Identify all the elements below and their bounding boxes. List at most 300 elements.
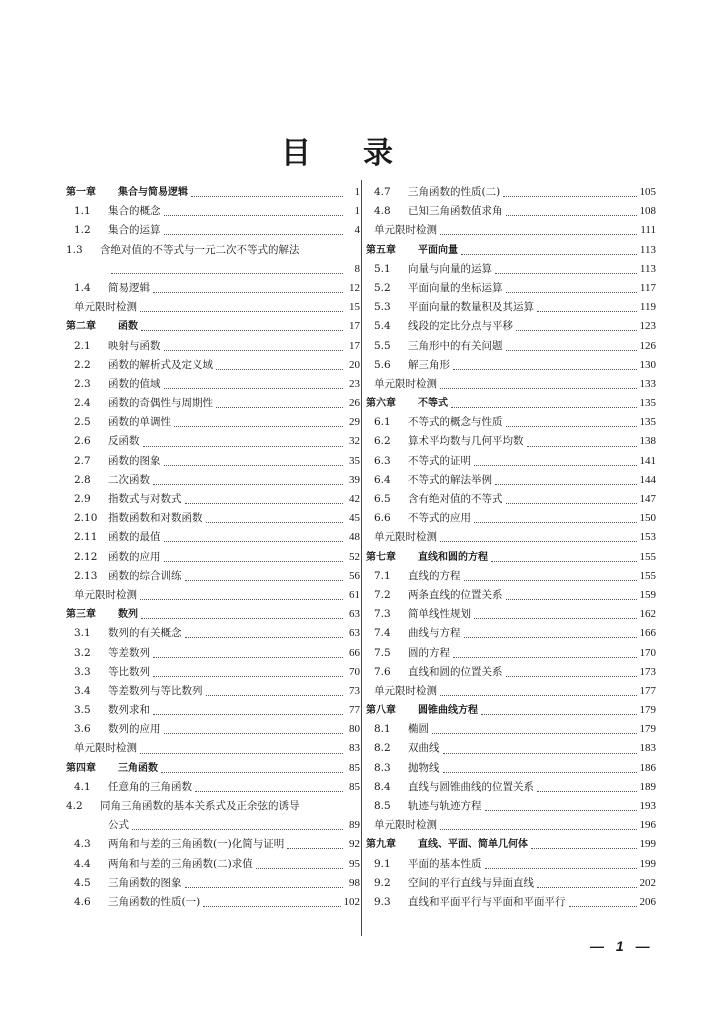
toc-entry[interactable] (366, 202, 656, 221)
entry-number: 2.11 (74, 531, 98, 544)
dot-leader (164, 535, 344, 542)
dot-leader (164, 555, 344, 562)
entry-title: 单元限时检测 (374, 531, 437, 544)
toc-entry[interactable] (366, 778, 656, 797)
entry-page-number: 61 (349, 588, 360, 601)
toc-entry[interactable] (366, 586, 656, 605)
entry-page-number: 45 (349, 512, 360, 525)
toc-entry[interactable] (66, 816, 360, 835)
toc-entry[interactable] (66, 682, 360, 701)
dot-leader (443, 766, 637, 773)
entry-title: 函数的综合训练 (108, 569, 182, 582)
entry-page-number: 170 (639, 646, 656, 659)
entry-page-number: 166 (639, 627, 656, 640)
entry-title: 不等式 (418, 398, 448, 410)
toc-entry[interactable] (66, 797, 360, 816)
entry-page-number: 12 (349, 281, 360, 294)
entry-number: 6.4 (374, 473, 391, 486)
dot-leader (216, 401, 343, 408)
entry-page-number: 135 (639, 397, 656, 410)
dot-leader (569, 900, 637, 907)
toc-entry[interactable] (66, 337, 360, 356)
toc-chapter-entry[interactable] (66, 317, 360, 336)
toc-entry[interactable] (366, 816, 656, 835)
toc-entry[interactable] (66, 548, 360, 567)
entry-page-number: 85 (349, 780, 360, 793)
entry-title: 线段的定比分点与平移 (408, 320, 513, 333)
toc-entry[interactable] (366, 279, 656, 298)
entry-number: 4.5 (74, 876, 91, 889)
dot-leader (174, 420, 343, 427)
entry-page-number: 202 (639, 876, 656, 889)
entry-title: 三角形中的有关问题 (408, 339, 503, 352)
toc-entry[interactable] (66, 394, 360, 413)
dot-leader (506, 497, 637, 504)
dot-leader (287, 842, 343, 849)
toc-entry[interactable] (366, 221, 656, 240)
entry-title: 函数的奇偶性与周期性 (108, 397, 213, 410)
dot-leader (506, 209, 637, 216)
entry-number: 3.5 (74, 704, 91, 717)
toc-entry[interactable] (366, 605, 656, 624)
entry-number: 8.1 (374, 723, 391, 736)
entry-title: 平面向量的坐标运算 (408, 281, 503, 294)
toc-entry[interactable] (366, 893, 656, 912)
dot-leader (164, 459, 344, 466)
toc-entry[interactable] (366, 874, 656, 893)
entry-number: 3.1 (74, 627, 91, 640)
entry-page-number: 199 (639, 857, 656, 870)
toc-entry[interactable] (66, 279, 360, 298)
entry-title: 任意角的三角函数 (108, 780, 192, 793)
toc-entry[interactable] (66, 260, 360, 279)
toc-entry[interactable] (366, 720, 656, 739)
dot-leader (161, 766, 343, 773)
entry-title: 不等式的解法举例 (408, 473, 492, 486)
entry-title: 单元限时检测 (74, 742, 137, 755)
toc-entry[interactable] (66, 586, 360, 605)
entry-title: 两角和与差的三角函数(一)化简与证明 (108, 838, 285, 851)
entry-number: 2.6 (74, 435, 91, 448)
dot-leader (451, 401, 637, 408)
toc-entry[interactable] (366, 298, 656, 317)
toc-chapter-entry[interactable] (366, 394, 656, 413)
entry-title: 函数的应用 (108, 550, 161, 563)
dot-leader (485, 804, 637, 811)
entry-title: 直线的方程 (408, 569, 461, 582)
dot-leader (440, 228, 637, 235)
toc-entry[interactable] (366, 759, 656, 778)
entry-title: 不等式的证明 (408, 454, 471, 467)
toc-entry[interactable] (66, 452, 360, 471)
page-title (0, 128, 714, 172)
entry-number: 5.1 (374, 262, 391, 275)
toc-chapter-entry[interactable] (66, 605, 360, 624)
entry-number: 第八章 (366, 705, 396, 717)
dot-leader (153, 286, 343, 293)
entry-page-number: 95 (349, 857, 360, 870)
toc-entry[interactable] (66, 835, 360, 854)
entry-page-number: 173 (639, 665, 656, 678)
toc-entry[interactable] (66, 509, 360, 528)
toc-entry[interactable] (366, 317, 656, 336)
entry-title: 不等式的概念与性质 (408, 416, 503, 429)
dot-leader (216, 363, 343, 370)
entry-page-number: 108 (639, 205, 656, 218)
entry-title: 简易逻辑 (108, 281, 150, 294)
dot-leader (185, 881, 344, 888)
dot-leader (164, 344, 344, 351)
dot-leader (132, 823, 343, 830)
entry-title: 三角函数的性质(二) (408, 186, 501, 198)
entry-number: 1.4 (74, 281, 91, 294)
toc-entry[interactable] (366, 644, 656, 663)
toc-entry[interactable] (366, 855, 656, 874)
toc-entry[interactable] (366, 682, 656, 701)
entry-title: 双曲线 (408, 742, 440, 755)
entry-page-number: 177 (639, 684, 656, 697)
toc-entry[interactable] (66, 567, 360, 586)
dot-leader (203, 900, 340, 907)
toc-entry[interactable] (66, 663, 360, 682)
entry-number: 4.2 (66, 800, 83, 812)
entry-number: 3.3 (74, 665, 91, 678)
toc-entry[interactable] (66, 644, 360, 663)
entry-page-number: 186 (639, 761, 656, 774)
entry-page-number: 63 (349, 608, 360, 621)
entry-number: 4.3 (74, 838, 91, 851)
title-char: 目 (281, 136, 351, 171)
dot-leader (491, 555, 637, 562)
entry-page-number: 189 (639, 780, 656, 793)
dot-leader (461, 248, 637, 255)
toc-entry[interactable] (366, 663, 656, 682)
dot-leader (506, 670, 637, 677)
toc-entry[interactable] (66, 720, 360, 739)
entry-number: 6.2 (374, 435, 391, 448)
entry-number: 第二章 (66, 321, 96, 333)
entry-number: 5.3 (374, 301, 391, 314)
entry-page-number: 83 (349, 742, 360, 755)
dot-leader (537, 881, 637, 888)
entry-title: 椭圆 (408, 723, 429, 736)
dot-leader (140, 747, 343, 754)
toc-chapter-entry[interactable] (366, 701, 656, 720)
toc-entry[interactable] (66, 893, 360, 912)
dot-leader (141, 612, 343, 619)
toc-chapter-entry[interactable] (66, 183, 360, 202)
entry-number: 6.1 (374, 416, 391, 429)
dot-leader (440, 535, 637, 542)
entry-title: 函数的值域 (108, 377, 161, 390)
entry-page-number: 89 (349, 819, 360, 832)
dot-leader (432, 727, 637, 734)
entry-title: 集合与简易逻辑 (118, 187, 188, 198)
entry-number: 4.7 (374, 186, 391, 198)
entry-title: 已知三角函数值求角 (408, 205, 503, 218)
entry-number: 6.6 (374, 512, 391, 525)
entry-number: 5.5 (374, 339, 391, 352)
dot-leader (141, 324, 343, 331)
dot-leader (164, 727, 344, 734)
toc-entry[interactable] (66, 356, 360, 375)
entry-title: 抛物线 (408, 761, 440, 774)
entry-title: 平面向量 (418, 244, 458, 256)
entry-title: 函数的解析式及定义域 (108, 358, 213, 371)
toc-entry[interactable] (366, 739, 656, 758)
entry-page-number: 32 (349, 435, 360, 448)
toc-entry[interactable] (366, 797, 656, 816)
entry-page-number: 52 (349, 550, 360, 563)
entry-number: 2.5 (74, 416, 91, 429)
entry-page-number: 23 (349, 377, 360, 390)
dot-leader (531, 842, 637, 849)
dot-leader (206, 689, 344, 696)
entry-title: 函数的图象 (108, 454, 161, 467)
toc-entry[interactable] (66, 241, 360, 260)
toc-left-column (66, 183, 360, 912)
entry-number: 7.1 (374, 569, 391, 582)
entry-page-number: 70 (349, 665, 360, 678)
entry-number: 2.9 (74, 493, 91, 505)
toc-chapter-entry[interactable] (366, 548, 656, 567)
entry-title: 三角函数的性质(一) (108, 895, 201, 908)
toc-entry[interactable] (366, 452, 656, 471)
toc-chapter-entry[interactable] (366, 241, 656, 260)
entry-title: 含有绝对值的不等式 (408, 493, 503, 505)
dot-leader (503, 190, 636, 197)
dot-leader (140, 593, 343, 600)
entry-title: 等差数列与等比数列 (108, 684, 203, 697)
entry-number: 4.8 (374, 205, 391, 218)
entry-page-number: 117 (639, 281, 656, 294)
entry-page-number: 77 (349, 704, 360, 717)
entry-page-number: 147 (639, 493, 656, 505)
dot-leader (164, 228, 344, 235)
entry-title: 单元限时检测 (74, 588, 137, 601)
entry-title: 直线与圆锥曲线的位置关系 (408, 780, 534, 793)
entry-number: 第五章 (366, 244, 396, 256)
entry-number: 8.3 (374, 761, 391, 774)
dot-leader (506, 286, 637, 293)
page-number: — 1 — (590, 938, 654, 954)
toc-entry[interactable] (366, 260, 656, 279)
entry-number: 7.3 (374, 608, 391, 621)
entry-title: 直线和圆的位置关系 (408, 665, 503, 678)
dot-leader (443, 747, 637, 754)
toc-entry[interactable] (66, 528, 360, 547)
entry-page-number: 102 (343, 895, 360, 908)
dot-leader (537, 785, 637, 792)
entry-page-number: 39 (349, 473, 360, 486)
dot-leader (140, 305, 343, 312)
entry-page-number: 85 (349, 761, 360, 774)
toc-entry[interactable] (66, 701, 360, 720)
entry-number: 2.13 (74, 569, 98, 582)
entry-page-number: 196 (639, 819, 656, 832)
entry-page-number: 80 (349, 723, 360, 736)
dot-leader (153, 478, 343, 485)
entry-number: 3.4 (74, 684, 91, 697)
entry-number: 6.3 (374, 454, 391, 467)
toc-entry[interactable] (66, 413, 360, 432)
dot-leader (453, 651, 637, 658)
toc-entry[interactable] (366, 490, 656, 509)
dot-leader (206, 516, 344, 523)
toc-entry[interactable] (366, 471, 656, 490)
toc-entry[interactable] (66, 778, 360, 797)
entry-number: 2.8 (74, 473, 91, 486)
entry-page-number: 123 (639, 320, 656, 333)
entry-number: 5.4 (374, 320, 391, 333)
toc-chapter-entry[interactable] (366, 835, 656, 854)
entry-page-number: 183 (639, 742, 656, 755)
toc-entry[interactable] (66, 855, 360, 874)
entry-title: 算术平均数与几何平均数 (408, 435, 524, 448)
entry-page-number: 153 (639, 531, 656, 544)
entry-page-number: 179 (639, 723, 656, 736)
entry-number: 6.5 (374, 493, 391, 505)
toc-entry[interactable] (366, 413, 656, 432)
entry-number: 7.4 (374, 627, 391, 640)
entry-page-number: 26 (349, 397, 360, 410)
dot-leader (453, 363, 637, 370)
entry-number: 2.7 (74, 454, 91, 467)
entry-title: 圆的方程 (408, 646, 450, 659)
toc-chapter-entry[interactable] (66, 759, 360, 778)
entry-title: 空间的平行直线与异面直线 (408, 876, 534, 889)
toc-entry[interactable] (66, 739, 360, 758)
dot-leader (506, 593, 637, 600)
entry-page-number: 141 (639, 454, 656, 467)
toc-entry[interactable] (366, 624, 656, 643)
entry-number: 7.5 (374, 646, 391, 659)
entry-page-number: 92 (349, 838, 360, 851)
entry-title: 反函数 (108, 435, 140, 448)
toc-entry[interactable] (66, 471, 360, 490)
entry-title: 二次函数 (108, 473, 150, 486)
entry-title: 公式 (108, 819, 129, 832)
dot-leader (485, 862, 637, 869)
toc-entry[interactable] (366, 356, 656, 375)
entry-page-number: 155 (639, 569, 656, 582)
entry-number: 4.1 (74, 780, 91, 793)
entry-page-number: 4 (354, 224, 360, 237)
entry-title: 映射与函数 (108, 339, 161, 352)
toc-entry[interactable] (366, 375, 656, 394)
dot-leader (474, 516, 637, 523)
entry-number: 1.2 (74, 224, 91, 237)
dot-leader (191, 190, 343, 197)
entry-page-number: 199 (639, 838, 656, 851)
toc-entry[interactable] (366, 509, 656, 528)
entry-page-number: 1 (354, 205, 360, 218)
entry-page-number: 8 (354, 262, 360, 275)
entry-title: 直线和平面平行与平面和平面平行 (408, 895, 566, 908)
dot-leader (256, 862, 343, 869)
entry-page-number: 42 (349, 493, 360, 505)
entry-number: 8.5 (374, 800, 391, 812)
toc-entry[interactable] (66, 874, 360, 893)
dot-leader (164, 209, 344, 216)
entry-title: 轨迹与轨迹方程 (408, 800, 482, 812)
dot-leader (537, 305, 637, 312)
entry-number: 1.1 (74, 205, 91, 218)
entry-title: 曲线与方程 (408, 627, 461, 640)
dot-leader (185, 497, 344, 504)
entry-number: 9.1 (374, 857, 391, 870)
entry-number: 7.6 (374, 665, 391, 678)
dot-leader (464, 574, 637, 581)
entry-number: 2.3 (74, 377, 91, 390)
entry-title: 集合的概念 (108, 205, 161, 218)
toc-entry[interactable] (366, 183, 656, 202)
entry-page-number: 111 (640, 224, 656, 237)
entry-page-number: 126 (639, 339, 656, 352)
entry-page-number: 48 (349, 531, 360, 544)
entry-title: 三角函数的图象 (108, 876, 182, 889)
entry-title: 指数式与对数式 (108, 493, 182, 505)
toc-entry[interactable] (66, 490, 360, 509)
toc-entry[interactable] (66, 298, 360, 317)
entry-number: 5.6 (374, 358, 391, 371)
toc-entry[interactable] (66, 432, 360, 451)
entry-page-number: 113 (639, 262, 656, 275)
entry-title: 单元限时检测 (374, 819, 437, 832)
toc-entry[interactable] (66, 202, 360, 221)
entry-title: 等差数列 (108, 646, 150, 659)
entry-title: 简单线性规划 (408, 608, 471, 621)
entry-title: 同角三角函数的基本关系式及正余弦的诱导 (100, 800, 300, 812)
entry-number: 2.1 (74, 339, 91, 352)
dot-leader (474, 612, 637, 619)
entry-page-number: 29 (349, 416, 360, 429)
toc-entry[interactable] (366, 528, 656, 547)
toc-entry[interactable] (66, 221, 360, 240)
entry-number: 2.10 (74, 512, 98, 525)
toc-entry[interactable] (366, 337, 656, 356)
toc-entry[interactable] (366, 567, 656, 586)
entry-title: 含绝对值的不等式与一元二次不等式的解法 (100, 243, 300, 256)
entry-title: 单元限时检测 (374, 377, 437, 390)
toc-entry[interactable] (66, 375, 360, 394)
dot-leader (143, 440, 344, 447)
entry-number: 8.4 (374, 780, 391, 793)
entry-number: 4.4 (74, 857, 91, 870)
entry-title: 向量与向量的运算 (408, 262, 492, 275)
entry-title: 函数的单调性 (108, 416, 171, 429)
entry-page-number: 56 (349, 569, 360, 582)
column-divider (361, 180, 362, 936)
entry-page-number: 35 (349, 454, 360, 467)
toc-entry[interactable] (66, 624, 360, 643)
entry-number: 8.2 (374, 742, 391, 755)
entry-page-number: 1 (354, 186, 360, 198)
dot-leader (440, 689, 637, 696)
entry-title: 两条直线的位置关系 (408, 588, 503, 601)
entry-number: 4.6 (74, 895, 91, 908)
entry-title: 单元限时检测 (374, 684, 437, 697)
dot-leader (481, 708, 637, 715)
dot-leader (527, 440, 637, 447)
dot-leader (185, 631, 344, 638)
dot-leader (185, 574, 344, 581)
toc-entry[interactable] (366, 432, 656, 451)
entry-number: 5.2 (374, 281, 391, 294)
dot-leader (153, 708, 343, 715)
entry-title: 两角和与差的三角函数(二)求值 (108, 857, 253, 870)
entry-number: 7.2 (374, 588, 391, 601)
